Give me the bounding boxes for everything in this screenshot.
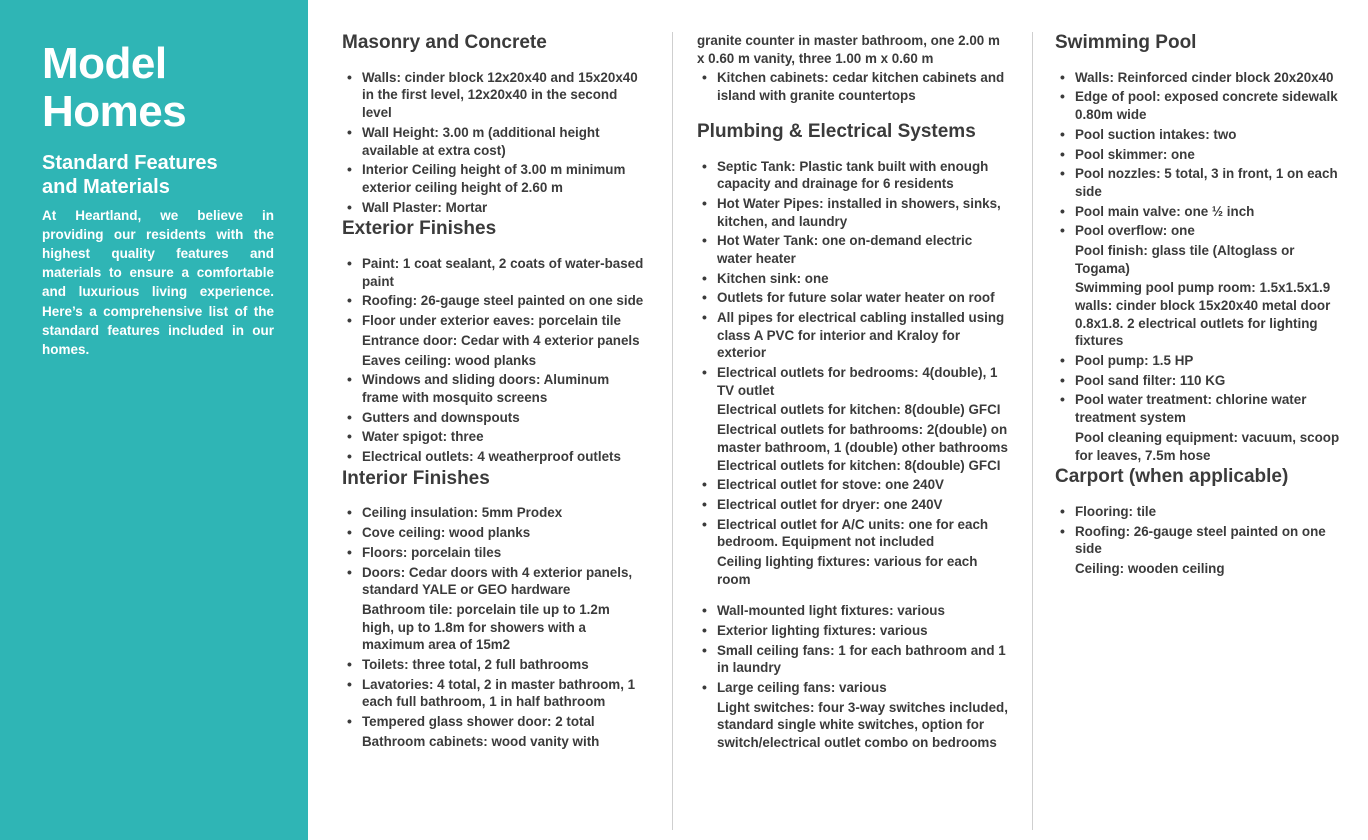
- list-item: • Doors: Cedar doors with 4 exterior panels, standard YALE or GEO hardware: [360, 564, 644, 599]
- section-heading-carport: Carport (when applicable): [1055, 466, 1289, 488]
- list-item: Pool finish: glass tile (Altoglass or Togama): [1075, 242, 1295, 276]
- list-item: • Wall Plaster: Mortar: [360, 199, 644, 217]
- list-item: • Kitchen sink: one: [715, 270, 1010, 288]
- page-title: [42, 40, 274, 135]
- list-item: • Interior Ceiling height of 3.00 m minimum exterior ceiling height of 2.60 m: [360, 161, 644, 196]
- list-item: • Electrical outlet for dryer: one 240V: [715, 496, 1010, 514]
- list-plumbing-electrical-systems: [697, 158, 1010, 589]
- list-item: • Hot Water Tank: one on-demand electric water heater: [715, 232, 1010, 267]
- list-item: • Outlets for future solar water heater on roof: [715, 289, 1010, 307]
- list-item: • Pool nozzles: 5 total, 3 in front, 1 on each side: [1073, 165, 1350, 200]
- page-title-line1: Model: [42, 39, 167, 88]
- list-item: • Water spigot: three: [360, 428, 644, 446]
- page-subtitle: [42, 151, 274, 200]
- list-item: • Septic Tank: Plastic tank built with enough capacity and drainage for 6 residents: [715, 158, 1010, 193]
- list-item: • Small ceiling fans: 1 for each bathroom and 1 in laundry: [715, 642, 1010, 677]
- list-item: • Pool overflow: one: [1073, 222, 1350, 240]
- list-item: Light switches: four 3-way switches included, standard single white switches, option for switch/electrical outlet combo on bedrooms: [717, 699, 1008, 751]
- list-item: • Hot Water Pipes: installed in showers, sinks, kitchen, and laundry: [715, 195, 1010, 230]
- list-carport: [1055, 503, 1350, 578]
- list-item: • Windows and sliding doors: Aluminum frame with mosquito screens: [360, 371, 644, 406]
- section-heading-interior-finishes: Interior Finishes: [342, 467, 490, 489]
- list-item: • All pipes for electrical cabling installed using class A PVC for interior and Kraloy for exterior: [715, 309, 1010, 362]
- section-heading-swimming-pool: Swimming Pool: [1055, 32, 1197, 53]
- list-swimming-pool: [1055, 69, 1350, 464]
- list-item: Entrance door: Cedar with 4 exterior panels: [362, 332, 640, 348]
- list-item: • Pool pump: 1.5 HP: [1073, 352, 1350, 370]
- list-item: Bathroom tile: porcelain tile up to 1.2m high, up to 1.8m for showers with a maximum area of 15m2: [362, 601, 610, 653]
- list-item: • Cove ceiling: wood planks: [360, 524, 644, 542]
- page-title-line2: Homes: [42, 86, 187, 136]
- list-item: • Edge of pool: exposed concrete sidewalk 0.80m wide: [1073, 88, 1350, 123]
- section-heading-masonry-and-concrete: Masonry and Concrete: [342, 32, 547, 53]
- column-one: [342, 32, 672, 830]
- list-item: • Wall Height: 3.00 m (additional height available at extra cost): [360, 124, 644, 159]
- list-item: • Pool sand filter: 110 KG: [1073, 372, 1350, 390]
- list-item: Swimming pool pump room: 1.5x1.5x1.9 walls: cinder block 15x20x40 metal door 0.8x1.8. 2 electrical outlets for lighting fixtures: [1075, 280, 1331, 349]
- intro-paragraph: At Heartland, we believe in providing our residents with the highest quality features and materials to ensure a comfortable and luxurious living experience. Here’s a comprehensive list of the standard features included in our homes.: [42, 207, 274, 357]
- list-item: • Toilets: three total, 2 full bathrooms: [360, 656, 644, 674]
- list-item: • Walls: Reinforced cinder block 20x20x40: [1073, 69, 1350, 87]
- list-item: • Exterior lighting fixtures: various: [715, 622, 1010, 640]
- list-item: • Electrical outlets: 4 weatherproof outlets: [360, 448, 644, 466]
- list-masonry-and-concrete: [342, 69, 644, 217]
- list-item: • Tempered glass shower door: 2 total: [360, 713, 644, 731]
- list-item: Eaves ceiling: wood planks: [362, 352, 537, 368]
- list-item: • Ceiling insulation: 5mm Prodex: [360, 504, 644, 522]
- page-subtitle-line2: and Materials: [42, 176, 170, 199]
- list-item: • Walls: cinder block 12x20x40 and 15x20x40 in the first level, 12x20x40 in the second level: [360, 69, 644, 122]
- list-lighting-fixtures: [697, 602, 1010, 752]
- list-item: • Floors: porcelain tiles: [360, 544, 644, 562]
- continuation-block: [697, 32, 1010, 105]
- section-heading-exterior-finishes: Exterior Finishes: [342, 218, 497, 240]
- list-item: • Gutters and downspouts: [360, 409, 644, 427]
- list-item: Bathroom cabinets: wood vanity with: [362, 733, 600, 749]
- list-item: • Large ceiling fans: various: [715, 679, 1010, 697]
- list-item: • Floor under exterior eaves: porcelain tile: [360, 312, 644, 330]
- list-interior-finishes: [342, 504, 644, 750]
- list-item: • Roofing: 26-gauge steel painted on one side: [360, 292, 644, 310]
- section-heading-plumbing-electrical-systems: Plumbing & Electrical Systems: [697, 120, 976, 142]
- list-item: Pool cleaning equipment: vacuum, scoop for leaves, 7.5m hose: [1075, 429, 1340, 463]
- page-subtitle-line1: Standard Features: [42, 152, 218, 175]
- list-exterior-finishes: [342, 255, 644, 466]
- list-continuation: [697, 69, 1010, 104]
- list-item: • Pool main valve: one ½ inch: [1073, 203, 1350, 221]
- list-item: • Flooring: tile: [1073, 503, 1350, 521]
- list-item: • Lavatories: 4 total, 2 in master bathroom, 1 each full bathroom, 1 in half bathroom: [360, 676, 644, 711]
- column-two: [672, 32, 1032, 830]
- list-item: Ceiling: wooden ceiling: [1075, 561, 1225, 577]
- list-item: • Roofing: 26-gauge steel painted on one side: [1073, 523, 1350, 558]
- list-item: Electrical outlets for bathrooms: 2(double) on master bathroom, 1 (double) other bathrooms Electrical outlets for kitchen: 8(double) GFCI: [717, 422, 1008, 473]
- list-item: Ceiling lighting fixtures: various for each room: [717, 553, 978, 587]
- column-three: [1032, 32, 1350, 830]
- list-item: • Electrical outlets for bedrooms: 4(double), 1 TV outlet: [715, 364, 1010, 399]
- sidebar-panel: [0, 0, 308, 840]
- list-item: • Kitchen cabinets: cedar kitchen cabinets and island with granite countertops: [715, 69, 1010, 104]
- list-item: • Wall-mounted light fixtures: various: [715, 602, 1010, 620]
- list-item: • Pool water treatment: chlorine water treatment system: [1073, 391, 1350, 426]
- list-item: • Paint: 1 coat sealant, 2 coats of water-based paint: [360, 255, 644, 290]
- list-item: Electrical outlets for kitchen: 8(double) GFCI: [717, 402, 1001, 418]
- list-item: • Electrical outlet for stove: one 240V: [715, 476, 1010, 494]
- list-item: • Pool suction intakes: two: [1073, 126, 1350, 144]
- content-columns: [308, 0, 1368, 840]
- list-item: • Electrical outlet for A/C units: one for each bedroom. Equipment not included: [715, 516, 1010, 551]
- list-item: • Pool skimmer: one: [1073, 146, 1350, 164]
- continuation-line: granite counter in master bathroom, one 2.00 m x 0.60 m vanity, three 1.00 m x 0.60 m: [697, 33, 1000, 66]
